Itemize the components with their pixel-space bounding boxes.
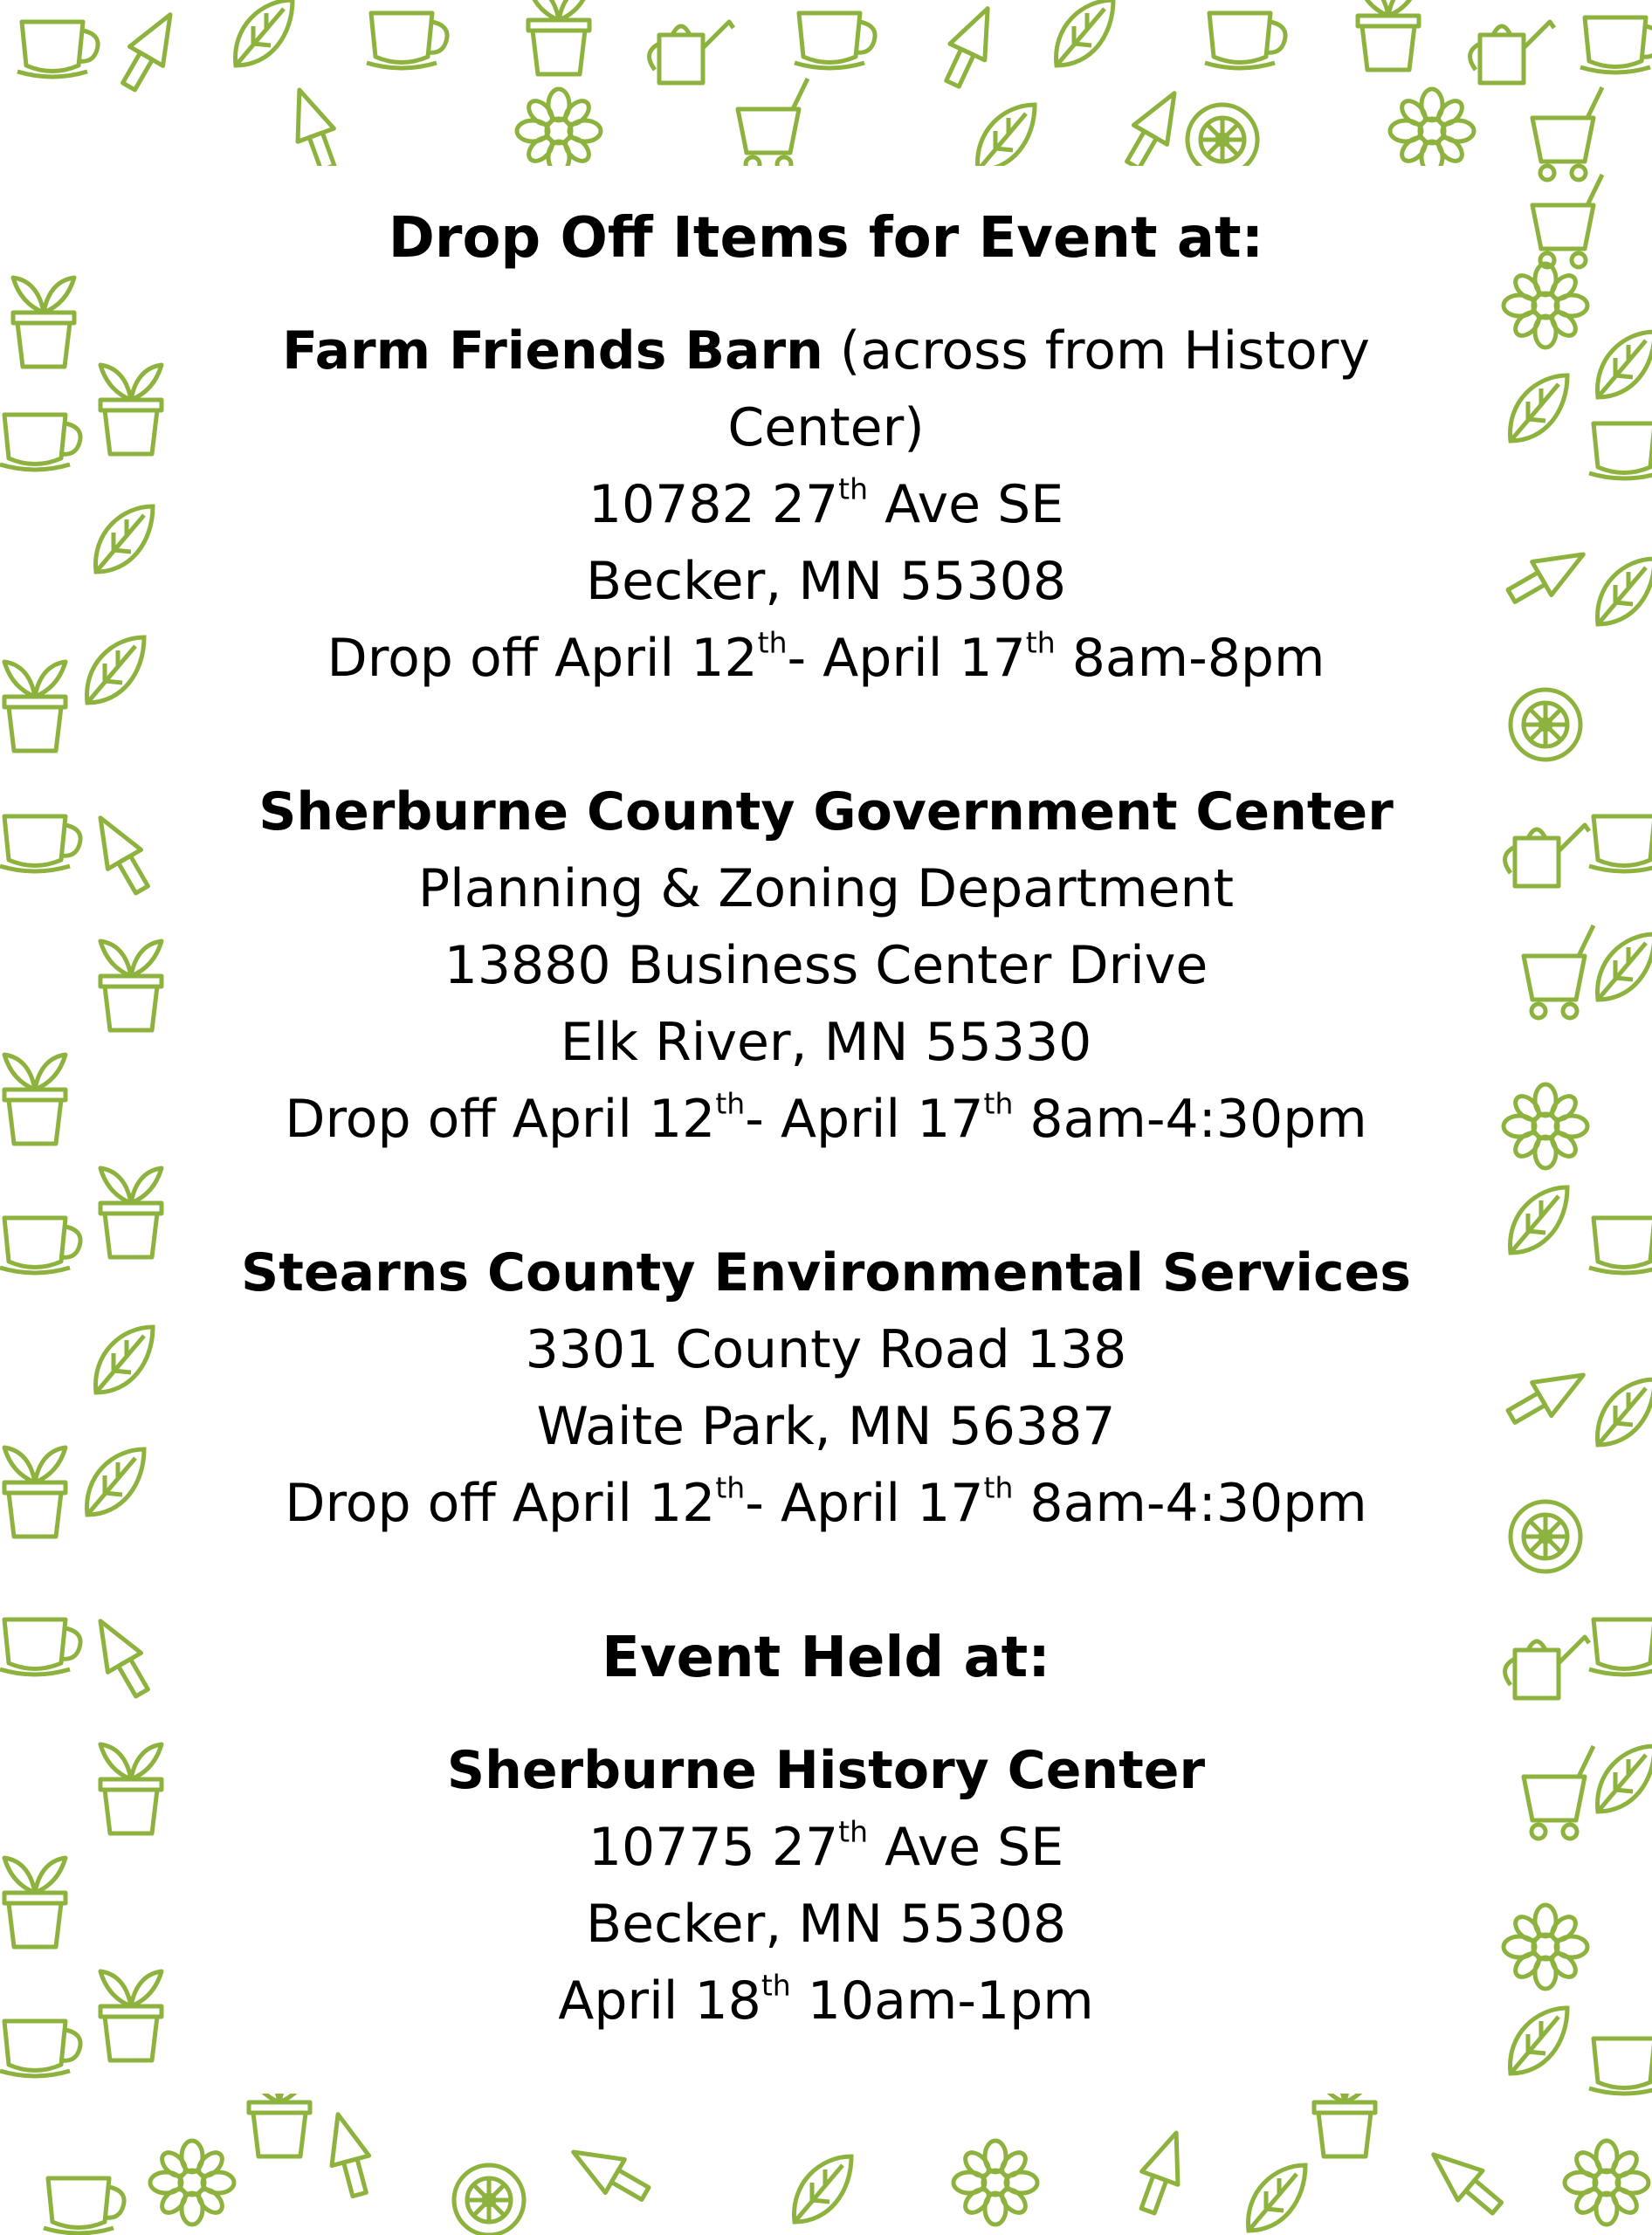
location-city: Becker, MN 55308 <box>586 551 1066 612</box>
event-date: April 18th 10am-1pm <box>558 1968 1094 2032</box>
drop-off-heading: Drop Off Items for Event at: <box>388 206 1264 271</box>
location-note-continued: Center) <box>727 397 925 458</box>
location-note: (across from History <box>823 320 1370 382</box>
location-farm-friends <box>166 313 1486 697</box>
location-name: Stearns County Environmental Services <box>241 1242 1411 1303</box>
location-department: Planning & Zoning Department <box>417 858 1235 919</box>
location-name-line <box>166 313 1486 389</box>
location-street: 13880 Business Center Drive <box>444 935 1208 996</box>
location-hours: Drop off April 12th- April 17th 8am-4:30pm <box>285 1470 1367 1534</box>
location-street: 3301 County Road 138 <box>525 1319 1127 1380</box>
location-hours: Drop off April 12th- April 17th 8am-8pm <box>327 625 1325 689</box>
event-city: Becker, MN 55308 <box>586 1894 1066 1955</box>
location-street: 10782 27th Ave SE <box>588 471 1064 535</box>
location-name: Sherburne County Government Center <box>258 781 1394 842</box>
event-street: 10775 27th Ave SE <box>588 1814 1064 1878</box>
location-stearns-environmental <box>166 1234 1486 1542</box>
location-city: Elk River, MN 55330 <box>560 1012 1092 1073</box>
event-name: Sherburne History Center <box>446 1740 1206 1801</box>
flyer-panel <box>166 166 1486 2094</box>
event-location <box>166 1732 1486 2039</box>
location-hours: Drop off April 12th- April 17th 8am-4:30pm <box>285 1086 1367 1150</box>
location-sherburne-government <box>166 774 1486 1158</box>
flyer-content <box>166 166 1486 2039</box>
location-city: Waite Park, MN 56387 <box>536 1396 1116 1457</box>
event-heading: Event Held at: <box>602 1626 1050 1690</box>
location-name: Farm Friends Barn <box>282 320 823 382</box>
